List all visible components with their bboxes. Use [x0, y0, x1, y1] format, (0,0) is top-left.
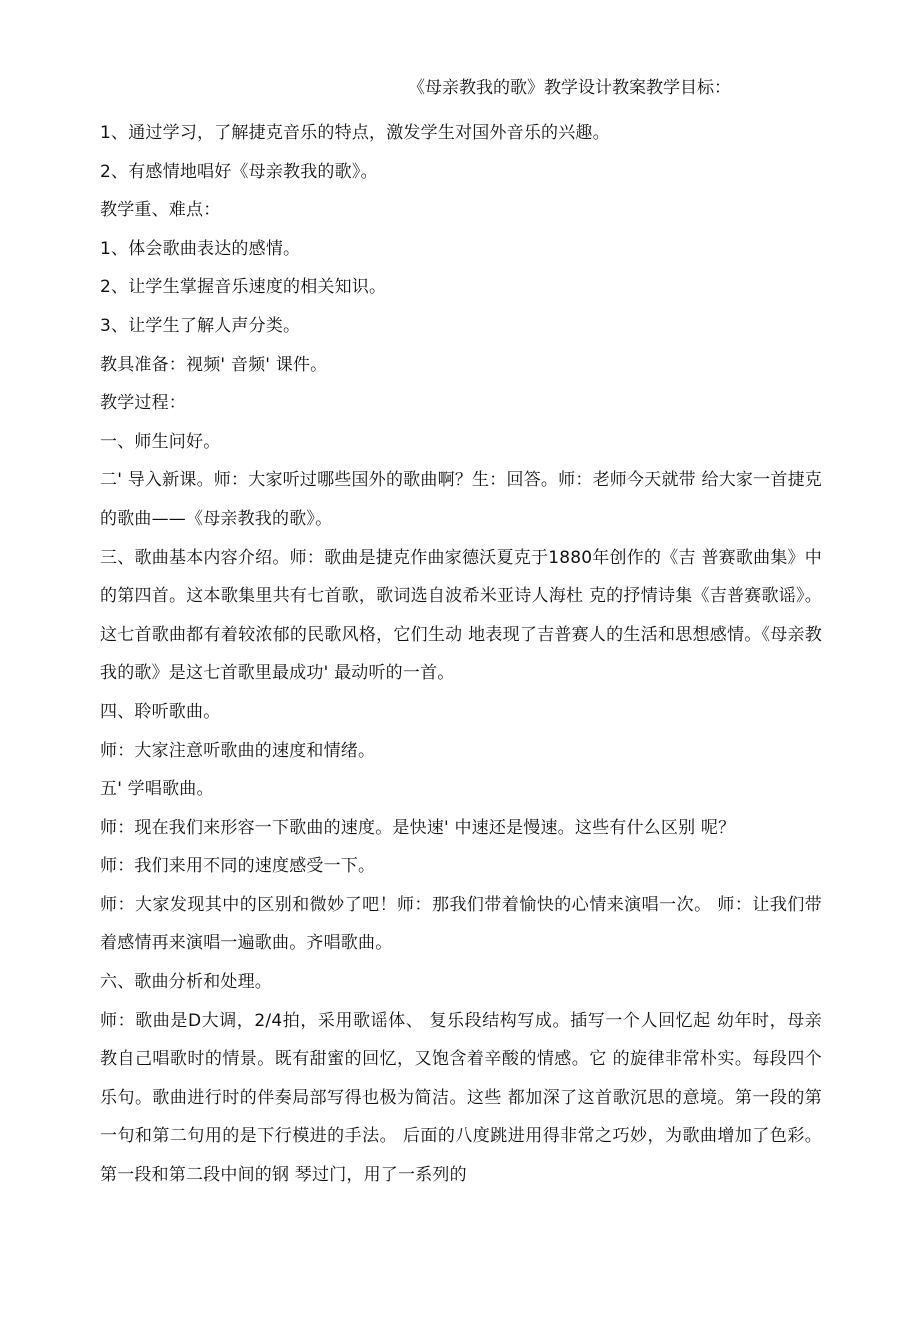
paragraph-step-1: 一、师生问好。 [100, 431, 221, 452]
paragraph-step-4: 四、聆听歌曲。 [100, 701, 221, 722]
paragraph-step-5: 五' 学唱歌曲。 [100, 779, 214, 800]
paragraph-keypoint-2: 2、让学生掌握音乐速度的相关知识。 [100, 277, 387, 298]
paragraph-objective-2: 2、有感情地唱好《母亲教我的歌》。 [100, 161, 378, 182]
paragraph-keypoint-1: 1、体会歌曲表达的感情。 [100, 238, 301, 259]
paragraph-step-6: 六、歌曲分析和处理。 [100, 972, 272, 993]
paragraph-step-5-feel: 师：我们来用不同的速度感受一下。 [100, 856, 376, 877]
paragraph-step-5-sing: 师：大家发现其中的区别和微妙了吧！师：那我们带着愉快的心情来演唱一次。 师：让我们带着感情再来演唱一遍歌曲。齐唱歌曲。 [100, 894, 822, 954]
paragraph-objective-1: 1、通过学习，了解捷克音乐的特点，激发学生对国外音乐的兴趣。 [100, 123, 610, 143]
paragraph-step-4-note: 师：大家注意听歌曲的速度和情绪。 [100, 740, 376, 761]
paragraph-step-3: 三、歌曲基本内容介绍。师：歌曲是捷克作曲家德沃夏克于1880年创作的《吉 普赛歌曲集》中的第四首。这本歌集里共有七首歌，歌词选自波希米亚诗人海杜 克的抒情诗集《吉普赛歌谣》。这七首歌曲都有着较浓郁的民歌风格，它们生动 地表现了吉普赛人的生活和思想感情。《母亲教我的歌》是这七首歌里最成功' 最动听的一首。 [100, 547, 822, 684]
paragraph-process-heading: 教学过程： [100, 393, 186, 414]
document-body [100, 114, 822, 1195]
paragraph-step-5-tempo: 师：现在我们来形容一下歌曲的速度。是快速' 中速还是慢速。这些有什么区别 呢？ [100, 817, 736, 838]
paragraph-step-6-analysis: 师：歌曲是D大调，2/4拍，采用歌谣体、 复乐段结构写成。插写一个人回忆起 幼年时，母亲教自己唱歌时的情景。既有甜蜜的回忆，又饱含着辛酸的情感。它 的旋律非常朴实。每段四个乐句。歌曲进行时的伴奏局部写得也极为简洁。这些 都加深了这首歌沉思的意境。第一段的第一句和第二句用的是下行模进的手法。 后面的八度跳进用得非常之巧妙，为歌曲增加了色彩。第一段和第二段中间的钢 琴过门，用了一系列的 [100, 1010, 822, 1186]
paragraph-step-2: 二' 导入新课。师：大家听过哪些国外的歌曲啊？生：回答。师：老师今天就带 给大家一首捷克的歌曲——《母亲教我的歌》。 [100, 470, 822, 529]
paragraph-materials: 教具准备：视频' 音频' 课件。 [100, 354, 328, 375]
paragraph-keypoint-3: 3、让学生了解人声分类。 [100, 315, 301, 336]
document-title: 《母亲教我的歌》教学设计教案教学目标： [408, 78, 731, 98]
paragraph-keypoints-heading: 教学重、难点： [100, 200, 221, 221]
